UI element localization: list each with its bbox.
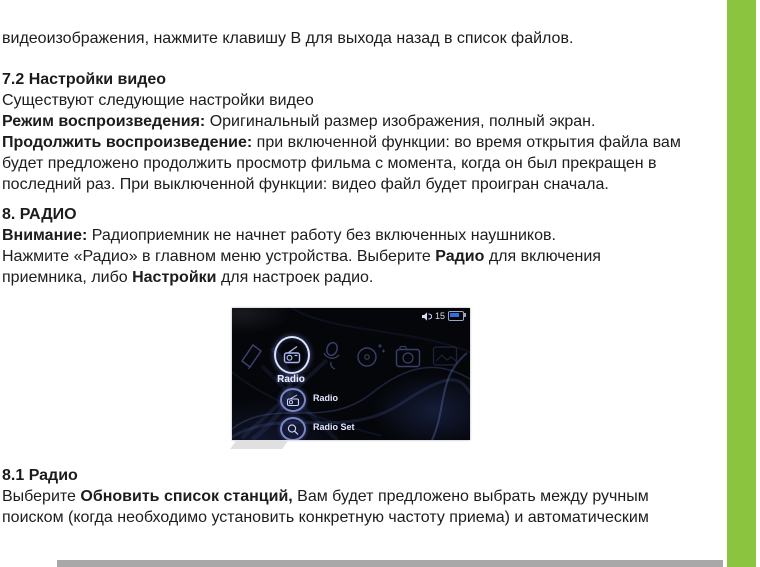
paragraph-line [2,111,595,132]
text-run: для настроек радио. [216,269,374,286]
speaker-icon [422,312,432,321]
radio-set-icon [280,417,306,440]
microphone-icon [320,341,342,371]
paragraph-line [2,225,556,246]
heading-text: 7.2 Настройки видео [2,71,167,88]
bold-run: Настройки [132,269,217,286]
section-8-heading [2,204,77,225]
section-8-1-heading [2,465,78,486]
section-7-2-heading [2,69,166,90]
selected-item-label: Radio [277,374,305,385]
paragraph-line [2,153,657,174]
background-swirls [232,308,470,440]
paragraph-line [2,90,314,111]
paragraph-line [2,246,601,267]
paragraph-line [2,174,609,195]
text-run: видеоизображения, нажмите клавишу В для выхода назад в список файлов. [2,30,574,47]
text-run: последний раз. При выключенной функции: видео файл будет проигран сначала. [2,176,609,193]
submenu-item-label: Radio [313,393,339,403]
text-run: Выберите [2,488,81,505]
text-run: приемника, либо [2,269,133,286]
heading-text: 8.1 Радио [2,467,78,484]
paragraph-line [2,507,649,528]
paragraph-line [2,132,681,153]
volume-level: 15 [434,310,445,321]
scan-artifact [230,441,288,449]
text-run: при включенной функции: во время открытия файла вам [252,134,681,151]
heading-text: 8. РАДИО [2,206,77,223]
bottom-scroll-bar[interactable] [57,560,723,567]
text-run: Существуют следующие настройки видео [2,92,314,109]
selected-ring [274,336,310,374]
bold-run: Радио [435,248,485,265]
submenu-item-label: Radio Set [313,422,355,432]
paragraph-intro [2,28,573,49]
paragraph-line [2,267,373,288]
device-screenshot [232,308,470,440]
bold-run: Внимание: [2,227,88,244]
record-icon [354,342,386,370]
camera-icon [395,345,422,369]
page-accent-bar [727,0,756,567]
bold-run: Режим воспроизведения: [2,113,206,130]
text-run: для включения [484,248,601,265]
video-icon [240,340,264,370]
status-bar [422,311,464,321]
photo-icon [432,344,458,368]
text-run: поиском (когда необходимо установить конкретную частоту приема) и автоматическим [2,509,649,526]
radio-item-icon [280,388,306,412]
bold-run: Обновить список станций, [80,488,293,505]
text-run: Нажмите «Радио» в главном меню устройства. Выберите [2,248,436,265]
battery-icon [448,311,464,321]
text-run: будет предложено продолжить просмотр фильма с момента, когда он был прекращен в [2,155,657,172]
paragraph-line [2,486,649,507]
bold-run: Продолжить воспроизведение: [2,134,253,151]
text-run: Оригинальный размер изображения, полный экран. [205,113,596,130]
text-run: Вам будет предложено выбрать между ручным [292,488,649,505]
text-run: Радиоприемник не начнет работу без включенных наушников. [87,227,556,244]
radio-icon [281,344,303,366]
